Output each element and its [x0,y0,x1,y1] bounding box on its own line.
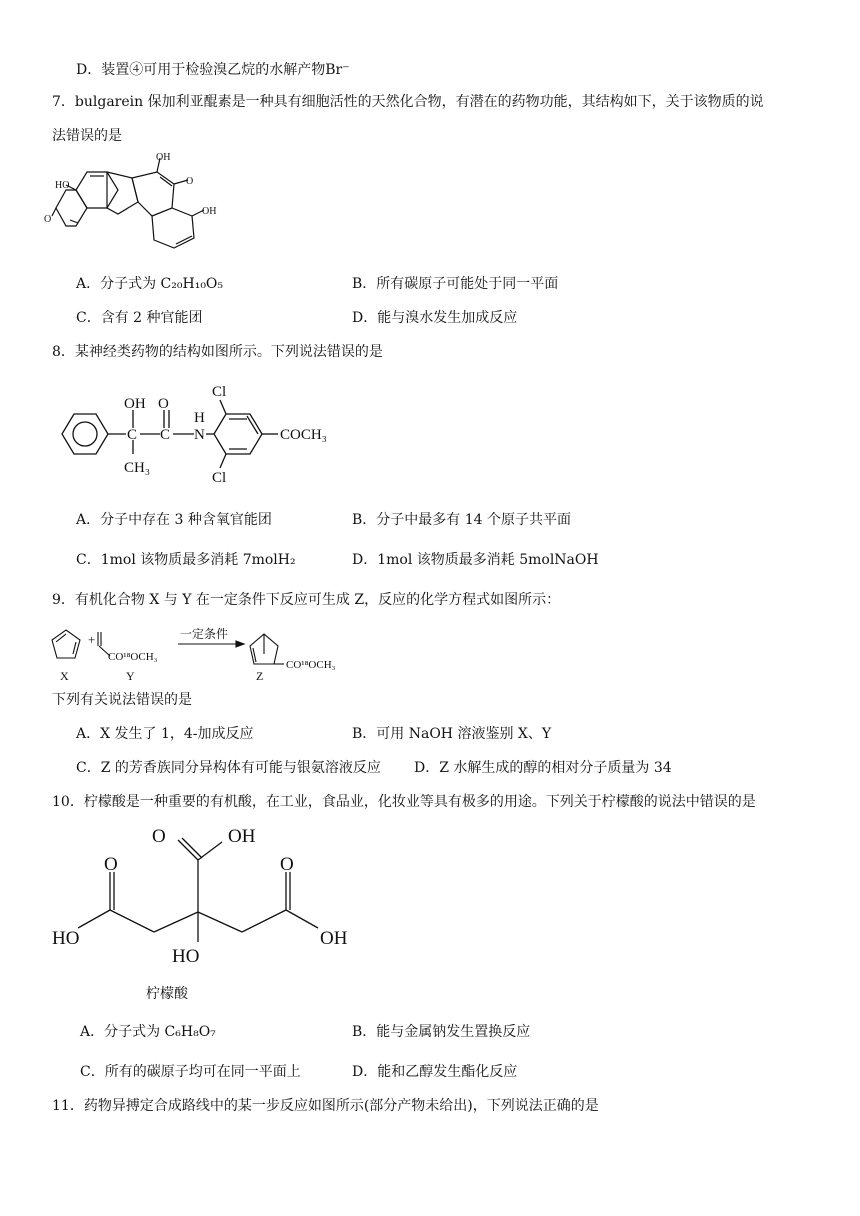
q7-option-a: A．分子式为 C₂₀H₁₀O₅ [76,276,224,292]
drug-oh: OH [124,396,146,412]
drug-ch3: CH₃ [124,460,151,476]
q7-option-b: B．所有碳原子可能处于同一平面 [352,276,559,292]
q8-option-b: B．分子中最多有 14 个原子共平面 [352,512,572,528]
q9-option-a: A．X 发生了 1，4-加成反应 [76,726,254,742]
citric-o-right: O [280,854,294,875]
q8-option-d: D．1mol 该物质最多消耗 5molNaOH [352,552,599,568]
citric-oh-top: OH [228,826,256,847]
q7-option-c: C．含有 2 种官能团 [76,310,203,326]
bulgarein-oh-top: OH [156,152,171,163]
drug-coch3: COCH₃ [280,427,327,443]
q8-stem: 8．某神经类药物的结构如图所示。下列说法错误的是 [52,344,383,360]
q10-option-a: A．分子式为 C₆H₈O₇ [80,1024,216,1040]
scheme-ester-y: CO¹⁸OCH₃ [108,651,158,663]
diels-alder-scheme [50,620,370,686]
citric-acid-structure [50,820,370,970]
q10-option-d: D．能和乙醇发生酯化反应 [352,1064,518,1080]
drug-cl-top: Cl [212,384,227,400]
q9-option-d: D．Z 水解生成的醇的相对分子质量为 34 [414,760,672,776]
drug-o: O [158,396,169,412]
drug-c2: C [160,427,171,443]
bulgarein-o-left: O [44,214,52,225]
scheme-plus: + [88,632,96,647]
q8-option-c: C．1mol 该物质最多消耗 7molH₂ [76,552,296,568]
scheme-label-y: Y [126,669,135,683]
drug-n: N [194,427,205,443]
citric-ho-bottom: HO [172,946,200,967]
bulgarein-structure [44,150,222,250]
scheme-label-z: Z [256,669,264,683]
citric-ho-left: HO [52,928,80,949]
q8-option-a: A．分子中存在 3 种含氧官能团 [76,512,272,528]
bulgarein-o-right: O [186,176,194,187]
q10-stem: 10．柠檬酸是一种重要的有机酸，在工业，食品业，化妆业等具有极多的用途。下列关于柠檬酸的说法中错误的是 [52,794,756,810]
q7-stem-line1: 7．bulgarein 保加利亚醌素是一种具有细胞活性的天然化合物，有潜在的药物功能，其结构如下，关于该物质的说 [52,94,764,110]
scheme-condition: 一定条件 [180,627,229,641]
citric-o-top: O [152,826,166,847]
q9-stem: 9．有机化合物 X 与 Y 在一定条件下反应可生成 Z，反应的化学方程式如图所示： [52,592,561,608]
scheme-ester-z: CO¹⁸OCH₃ [286,659,336,671]
q7-option-d: D．能与溴水发生加成反应 [352,310,518,326]
bulgarein-ho-left: HO [55,180,70,191]
q7-stem-line2: 法错误的是 [52,128,122,144]
drug-h: H [194,410,205,426]
drug-c1: C [127,427,138,443]
q9-sub-stem: 下列有关说法错误的是 [52,692,192,708]
q10-option-b: B．能与金属钠发生置换反应 [352,1024,531,1040]
q6-option-d: D．装置④可用于检验溴乙烷的水解产物Br⁻ [76,62,350,78]
citric-caption: 柠檬酸 [146,986,188,1002]
drug-cl-bottom: Cl [212,470,227,486]
scheme-label-x: X [60,669,69,683]
q10-option-c: C．所有的碳原子均可在同一平面上 [80,1064,301,1080]
bulgarein-oh-right: OH [202,206,217,217]
citric-o-left: O [104,854,118,875]
q9-option-c: C．Z 的芳香族同分异构体有可能与银氨溶液反应 [76,760,381,776]
q9-option-b: B．可用 NaOH 溶液鉴别 X、Y [352,726,552,742]
drug-structure [52,378,372,488]
citric-oh-right: OH [320,928,348,949]
q11-stem: 11．药物异搏定合成路线中的某一步反应如图所示(部分产物未给出)，下列说法正确的是 [52,1098,599,1114]
